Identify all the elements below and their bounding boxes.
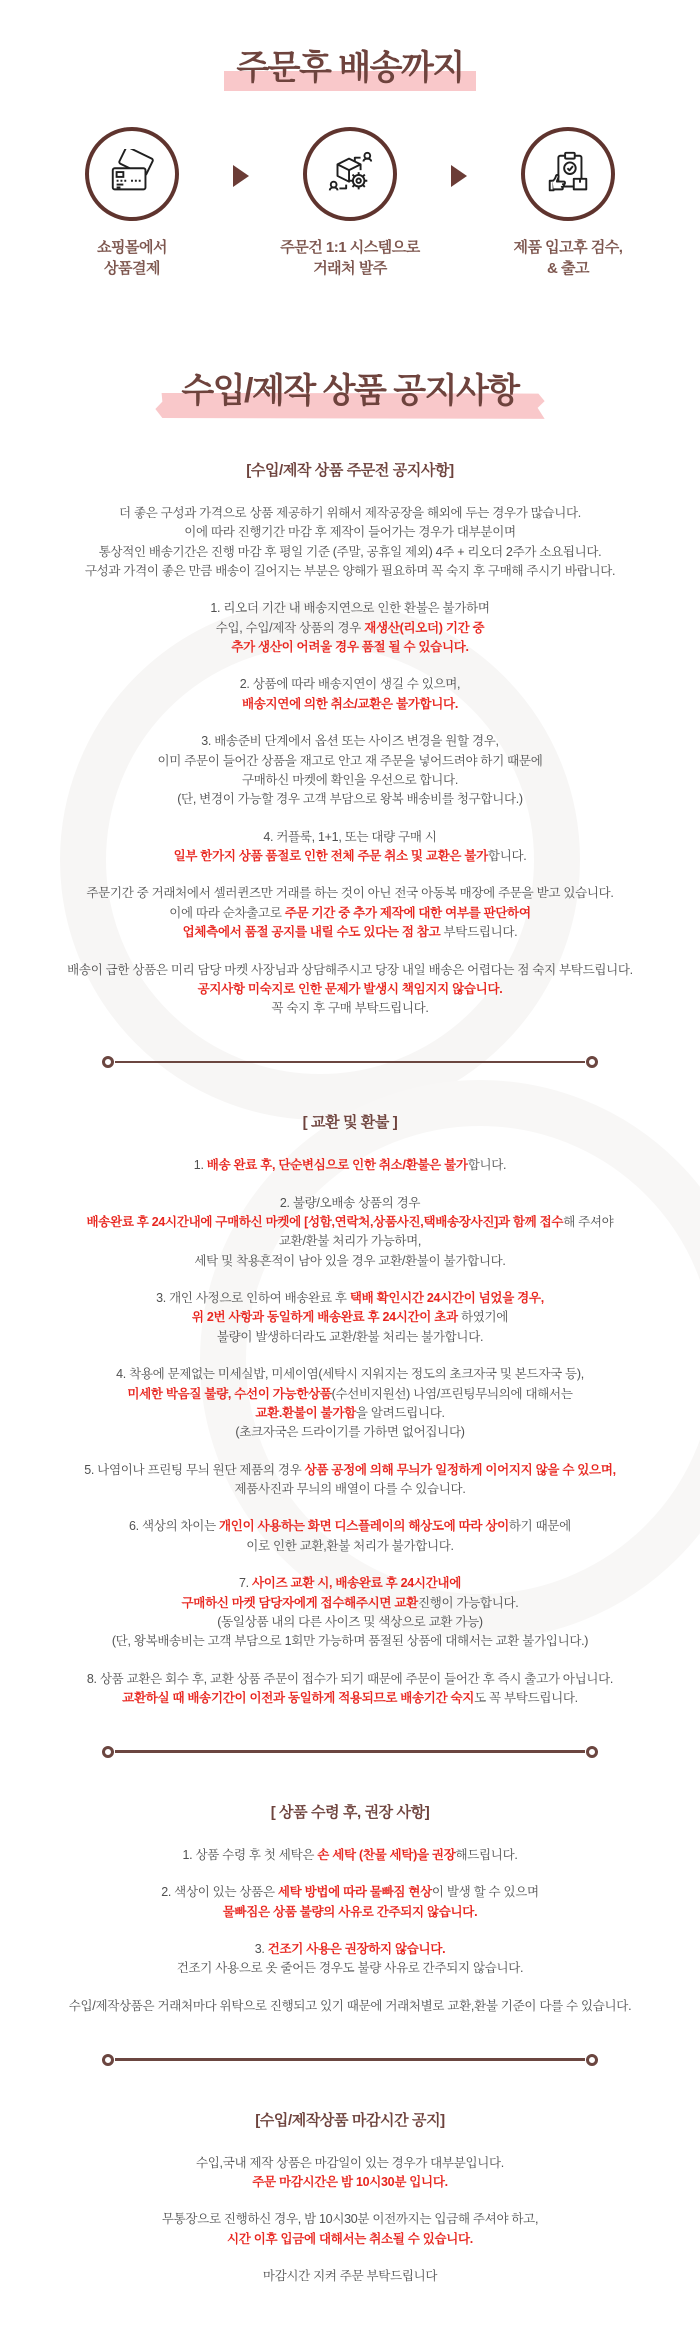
arrow-right-icon	[233, 165, 249, 187]
text-block: 마감시간 지켜 주문 부탁드립니다	[262, 2269, 438, 2284]
section-heading: [수입/제작 상품 주문전 공지사항]	[246, 461, 454, 479]
text-block: 수입/제작상품은 거래처마다 위탁으로 진행되고 있기 때문에 거래처별로 교환,환불 기준이 다를 수 있습니다.	[68, 1998, 632, 2013]
inspection-icon	[543, 149, 593, 199]
exchange-refund-section	[0, 1111, 700, 1708]
credit-card-icon	[107, 149, 157, 199]
text-block: 1. 상품 수령 후 첫 세탁은 손 세탁 (찬물 세탁)을 권장해드립니다.	[182, 1847, 518, 1862]
step-circle	[85, 127, 179, 221]
text-block: 3. 개인 사정으로 인하여 배송완료 후 택배 확인시간 24시간이 넘었을 경우, 위 2번 사항과 동일하게 배송완료 후 24시간이 초과 하였기에 불량이 발생하더라도 교환/환불 처리는 불가합니다.	[156, 1291, 544, 1344]
text-block: 5. 나염이나 프린팅 무늬 원단 제품의 경우 상품 공정에 의해 무늬가 일정하게 이어지지 않을 수 있으며, 제품사진과 무늬의 배열이 다를 수 있습니다.	[84, 1462, 616, 1497]
deadline-notice-section	[0, 2109, 700, 2287]
page-title-text: 주문후 배송까지	[224, 48, 475, 91]
text-block: 2. 상품에 따라 배송지연이 생길 수 있으며, 배송지연에 의한 취소/교환은 불가합니다.	[239, 677, 461, 711]
care-recommendation-section	[0, 1801, 700, 2016]
section-body	[0, 2154, 700, 2287]
text-block: 2. 색상이 있는 상품은 세탁 방법에 따라 물빠짐 현상이 발생 할 수 있으며 물빠짐은 상품 불량의 사유로 간주되지 않습니다.	[161, 1885, 539, 1919]
step-caption: 제품 입고후 검수, & 출고	[513, 239, 623, 278]
text-block: 배송이 급한 상품은 미리 담당 마켓 사장님과 상담해주시고 당장 내일 배송은 어렵다는 점 숙지 부탁드립니다. 공지사항 미숙지로 인한 문제가 발생시 책임지지 않습니다. 꼭 숙지 후 구매 부탁드립니다.	[67, 962, 633, 1016]
text-block: 주문기간 중 거래처에서 셀러퀸즈만 거래를 하는 것이 아닌 전국 아동복 매장에 주문을 받고 있습니다. 이에 따라 순차출고로 주문 기간 중 추가 제작에 대한 여부를 판단하여 업체측에서 품절 공지를 내릴 수도 있다는 점 참고 부탁드립니다.	[86, 886, 614, 940]
text-block: 6. 색상의 차이는 개인이 사용하는 화면 디스플레이의 해상도에 따라 상이하기 때문에 이로 인한 교환,환불 처리가 불가합니다.	[129, 1519, 571, 1553]
order-process-steps	[0, 127, 700, 279]
order-system-icon	[325, 149, 375, 199]
section-divider	[115, 1061, 585, 1064]
text-block: 2. 불량/오배송 상품의 경우 배송완료 후 24시간내에 구매하신 마켓에 [성함,연락처,상품사진,택배송장사진]과 함께 접수해 주셔야 교환/환불 처리가 가능하며, 세탁 및 착용흔적이 남아 있을 경우 교환/환불이 불가합니다.	[86, 1195, 614, 1268]
text-block: 4. 커플룩, 1+1, 또는 대량 구매 시 일부 한가지 상품 품절로 인한 전체 주문 취소 및 교환은 불가합니다.	[173, 829, 527, 864]
section-divider	[115, 2058, 585, 2061]
page-title	[0, 48, 700, 91]
section-heading: [ 상품 수령 후, 권장 사항]	[270, 1803, 430, 1821]
text-block: 3. 배송준비 단계에서 옵션 또는 사이즈 변경을 원할 경우, 이미 주문이 들어간 상품을 재고로 안고 재 주문을 넣어드려야 하기 때문에 구매하신 마켓에 확인을 우선으로 합니다. (단, 변경이 가능할 경우 고객 부담으로 왕복 배송비를 청구합니다.)	[157, 734, 543, 807]
text-block: 7. 사이즈 교환 시, 배송완료 후 24시간내에 구매하신 마켓 담당자에게 접수해주시면 교환진행이 가능합니다. (동일상품 내의 다른 사이즈 및 색상으로 교환 가능) (단, 왕복배송비는 고객 부담으로 1회만 가능하며 품절된 상품에 대해서는 교환 불가입니다.)	[111, 1576, 589, 1649]
text-block: 수입,국내 제작 상품은 마감일이 있는 경우가 대부분입니다. 주문 마감시간은 밤 10시30분 입니다.	[196, 2155, 504, 2190]
text-block: 8. 상품 교환은 회수 후, 교환 상품 주문이 접수가 되기 때문에 주문이 들어간 후 즉시 출고가 아닙니다. 교환하실 때 배송기간이 이전과 동일하게 적용되므로 배송기간 숙지도 꼭 부탁드립니다.	[86, 1671, 614, 1706]
step-circle	[303, 127, 397, 221]
text-block: 무통장으로 진행하신 경우, 밤 10시30분 이전까지는 입금해 주셔야 하고, 시간 이후 입금에 대해서는 취소될 수 있습니다.	[161, 2212, 539, 2246]
section-heading: [ 교환 및 환불 ]	[302, 1114, 398, 1132]
text-block: 1. 리오더 기간 내 배송지연으로 인한 환불은 불가하며 수입, 수입/제작 상품의 경우 재생산(리오더) 기간 중 추가 생산이 어려울 경우 품절 될 수 있습니다.	[210, 601, 490, 655]
step-caption: 쇼핑몰에서 상품결제	[97, 239, 167, 278]
step-payment	[57, 127, 207, 279]
text-block: 3. 건조기 사용은 권장하지 않습니다. 건조기 사용으로 옷 줄어든 경우도 불량 사유로 간주되지 않습니다.	[176, 1942, 524, 1976]
step-order-system	[275, 127, 425, 279]
notice-title	[0, 373, 700, 410]
text-block: 4. 착용에 문제없는 미세실밥, 미세이염(세탁시 지워지는 정도의 초크자국 및 본드자국 등), 미세한 박음질 불량, 수선이 가능한상품(수선비지원선) 나염/프린팅무늬의에 대해서는 교환.환불이 불가함을 알려드립니다. (초크자국은 드라이기를 가하면 없어집니다)	[116, 1367, 584, 1440]
section-heading: [수입/제작상품 마감시간 공지]	[255, 2111, 445, 2129]
section-body	[0, 504, 700, 1019]
text-block: 1. 배송 완료 후, 단순변심으로 인한 취소/환불은 불가합니다.	[193, 1158, 507, 1173]
step-caption: 주문건 1:1 시스템으로 거래처 발주	[280, 239, 420, 278]
step-circle	[521, 127, 615, 221]
text-block: 더 좋은 구성과 가격으로 상품 제공하기 위해서 제작공장을 해외에 두는 경우가 많습니다. 이에 따라 진행기간 마감 후 제작이 들어가는 경우가 대부분이며 통상적인 배송기간은 진행 마감 후 평일 기준 (주말, 공휴일 제외) 4주 + 리오더 2주가 소요됩니다. 구성과 가격이 좋은 만큼 배송이 길어지는 부분은 양해가 필요하며 꼭 숙지 후 구매해 주시기 바랍니다.	[84, 505, 616, 578]
section-body	[0, 1846, 700, 2016]
section-divider	[115, 1750, 585, 1753]
step-inspection	[493, 127, 643, 279]
preorder-notice-section	[0, 459, 700, 1019]
notice-title-text: 수입/제작 상품 공지사항	[181, 372, 519, 411]
arrow-right-icon	[451, 165, 467, 187]
section-body	[0, 1156, 700, 1708]
